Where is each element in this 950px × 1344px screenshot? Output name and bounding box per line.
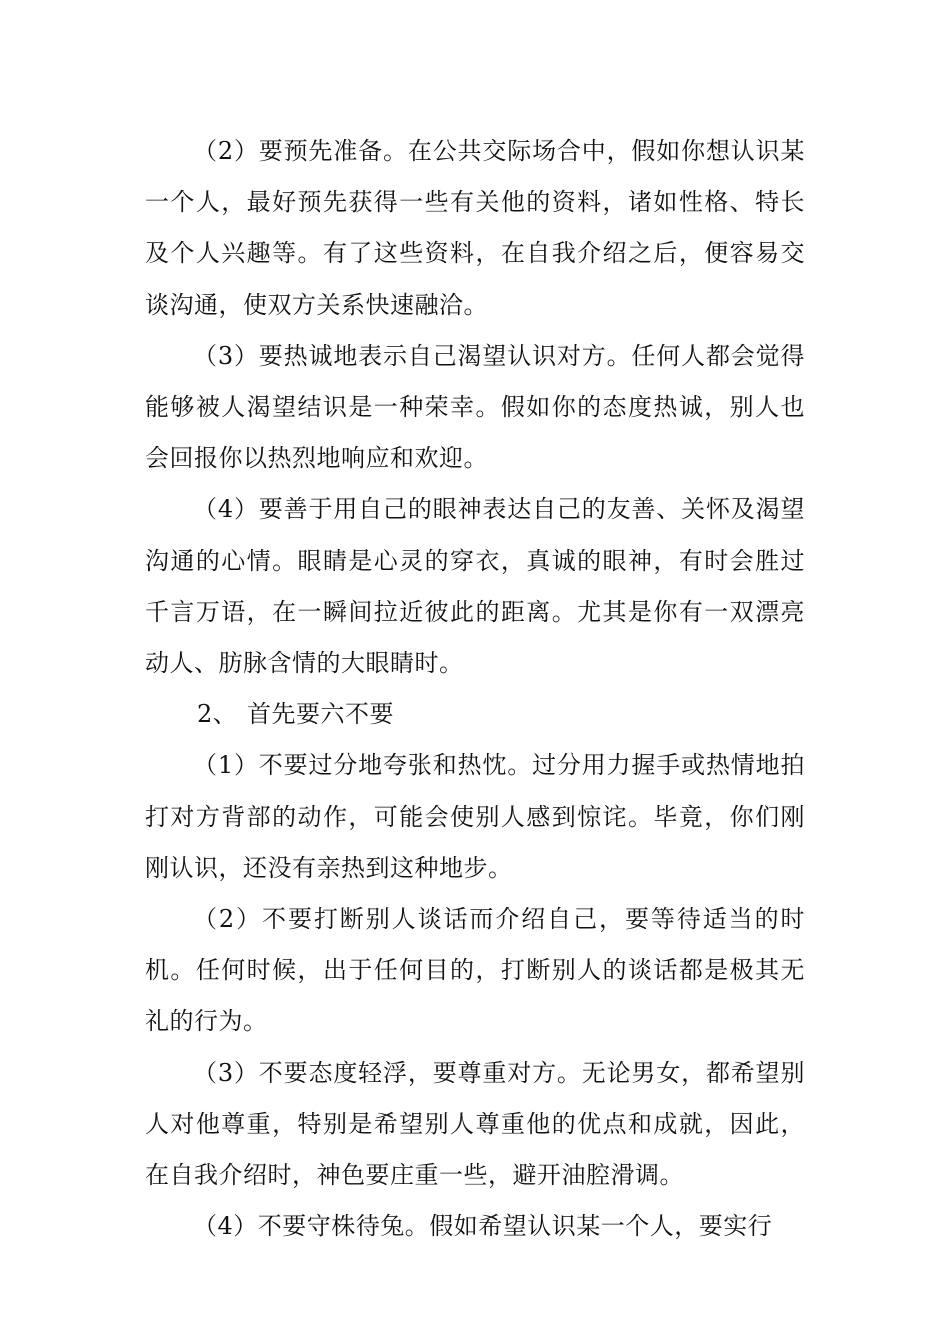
- paragraph-prepare: （2）要预先准备。在公共交际场合中，假如你想认识某一个人，最好预先获得一些有关他的资料，诸如性格、特长及个人兴趣等。有了这些资料，在自我介绍之后，便容易交谈沟通，使双方关系快速融洽。: [145, 137, 805, 319]
- section-heading: [145, 689, 805, 740]
- section-title: 首先要六不要: [247, 700, 394, 729]
- document-page: [145, 126, 805, 1252]
- paragraph-no-exaggerate: （1）不要过分地夸张和热忱。过分用力握手或热情地拍打对方背部的动作，可能会使别人感到惊诧。毕竟，你们刚刚认识，还没有亲热到这种地步。: [145, 751, 805, 882]
- paragraph-sincere: （3）要热诚地表示自己渴望认识对方。任何人都会觉得能够被人渴望结识是一种荣幸。假如你的态度热诚，别人也会回报你以热烈地响应和欢迎。: [145, 341, 805, 473]
- paragraph-no-interrupt: （2）不要打断别人谈话而介绍自己，要等待适当的时机。任何时候，出于任何目的，打断别人的谈话都是极其无礼的行为。: [145, 905, 805, 1036]
- section-number: 2、: [197, 700, 238, 729]
- paragraph-proactive: （4）不要守株待兔。假如希望认识某一个人，要实行: [193, 1212, 773, 1241]
- paragraph-respect: （3）不要态度轻浮，要尊重对方。无论男女，都希望别人对他尊重，特别是希望别人尊重他的优点和成就，因此，在自我介绍时，神色要庄重一些，避开油腔滑调。: [145, 1058, 805, 1190]
- paragraph-eyes: （4）要善于用自己的眼神表达自己的友善、关怀及渴望沟通的心情。眼睛是心灵的穿衣，真诚的眼神，有时会胜过千言万语，在一瞬间拉近彼此的距离。尤其是你有一双漂亮动人、肪脉含情的大眼睛时。: [145, 495, 805, 678]
